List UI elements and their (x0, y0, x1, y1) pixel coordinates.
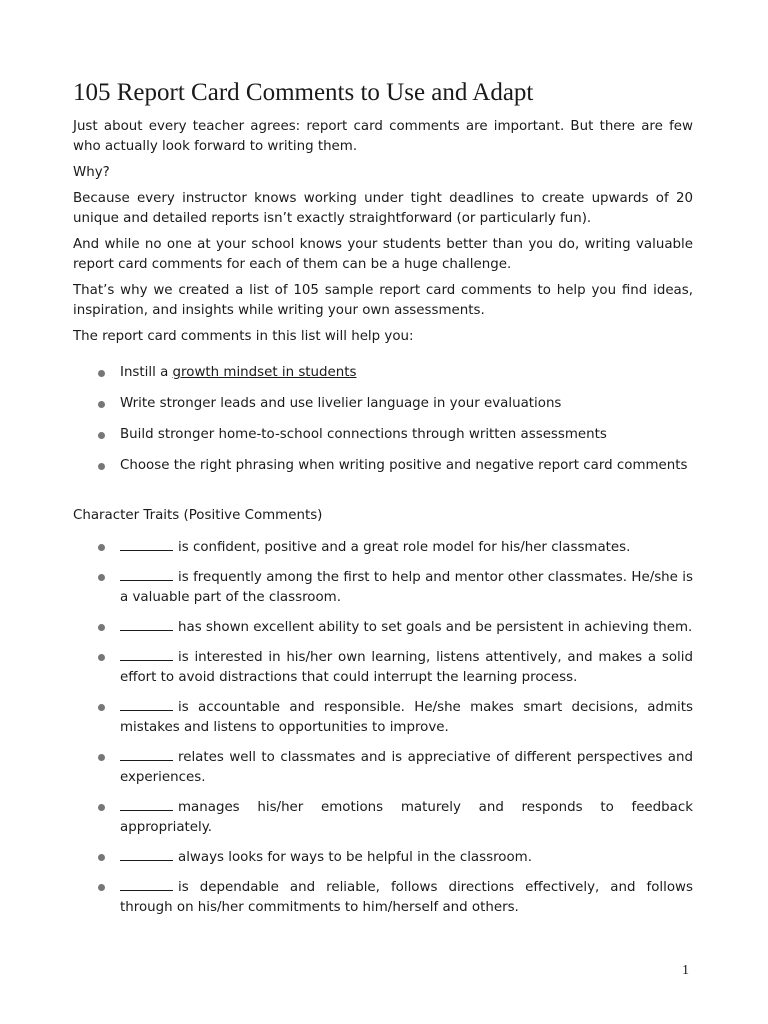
list-item (73, 847, 693, 868)
name-blank (120, 697, 173, 711)
name-blank (120, 847, 173, 861)
trait-text: is dependable and reliable, follows directions effectively, and follows through on his/her commitments to him/herself and others. (120, 880, 693, 915)
list-item (73, 537, 693, 558)
section-heading: Character Traits (Positive Comments) (73, 508, 323, 523)
name-blank (120, 647, 173, 661)
trait-text: is interested in his/her own learning, listens attentively, and makes a solid effort to avoid distractions that could interrupt the learning process. (120, 650, 693, 685)
name-blank (120, 567, 173, 581)
list-item-text: Write stronger leads and use livelier language in your evaluations (120, 396, 562, 411)
trait-text: has shown excellent ability to set goals and be persistent in achieving them. (178, 620, 693, 635)
list-item-text: Choose the right phrasing when writing positive and negative report card comments (120, 458, 688, 473)
growth-mindset-link[interactable]: growth mindset in students (172, 365, 357, 380)
bullet-icon (98, 754, 105, 761)
trait-text: is frequently among the first to help and mentor other classmates. He/she is a valuable part of the classroom. (120, 570, 693, 605)
challenge-paragraph: And while no one at your school knows your students better than you do, writing valuable report card comments for each of them can be a huge challenge. (73, 237, 693, 272)
bullet-icon (98, 432, 105, 439)
list-item-text: Instill a (120, 365, 173, 380)
list-item (73, 617, 693, 638)
bullet-icon (98, 654, 105, 661)
list-intro-paragraph: The report card comments in this list will help you: (73, 329, 414, 344)
page-number: 1 (682, 963, 689, 978)
name-blank (120, 617, 173, 631)
deadlines-paragraph: Because every instructor knows working under tight deadlines to create upwards of 20 unique and detailed reports isn’t exactly straightforward (or particularly fun). (73, 191, 693, 226)
list-item (73, 394, 693, 414)
list-item-text: Build stronger home-to-school connections through written assessments (120, 427, 607, 442)
bullet-icon (98, 804, 105, 811)
trait-text: relates well to classmates and is appreciative of different perspectives and experiences. (120, 750, 693, 785)
list-item (73, 877, 693, 918)
list-item (73, 567, 693, 608)
list-item (73, 363, 693, 383)
trait-text: always looks for ways to be helpful in the classroom. (178, 850, 532, 865)
name-blank (120, 747, 173, 761)
traits-list (73, 537, 693, 918)
trait-text: is confident, positive and a great role model for his/her classmates. (178, 540, 631, 555)
trait-text: manages his/her emotions maturely and responds to feedback appropriately. (120, 800, 693, 835)
intro-paragraph: Just about every teacher agrees: report card comments are important. But there are few who actually look forward to writing them. (73, 119, 693, 154)
page-title: 105 Report Card Comments to Use and Adapt (73, 79, 534, 106)
list-item (73, 747, 693, 788)
uses-list (73, 363, 693, 476)
name-blank (120, 537, 173, 551)
bullet-icon (98, 884, 105, 891)
name-blank (120, 877, 173, 891)
bullet-icon (98, 463, 105, 470)
list-item (73, 456, 693, 476)
name-blank (120, 797, 173, 811)
document-body (73, 117, 693, 927)
bullet-icon (98, 704, 105, 711)
list-item (73, 425, 693, 445)
purpose-paragraph: That’s why we created a list of 105 sample report card comments to help you find ideas, inspiration, and insights while writing your own assessments. (73, 283, 693, 318)
list-item (73, 697, 693, 738)
bullet-icon (98, 574, 105, 581)
bullet-icon (98, 854, 105, 861)
trait-text: is accountable and responsible. He/she makes smart decisions, admits mistakes and listens to opportunities to improve. (120, 700, 693, 735)
bullet-icon (98, 544, 105, 551)
bullet-icon (98, 370, 105, 377)
bullet-icon (98, 624, 105, 631)
bullet-icon (98, 401, 105, 408)
list-item (73, 647, 693, 688)
why-paragraph: Why? (73, 165, 110, 180)
list-item (73, 797, 693, 838)
